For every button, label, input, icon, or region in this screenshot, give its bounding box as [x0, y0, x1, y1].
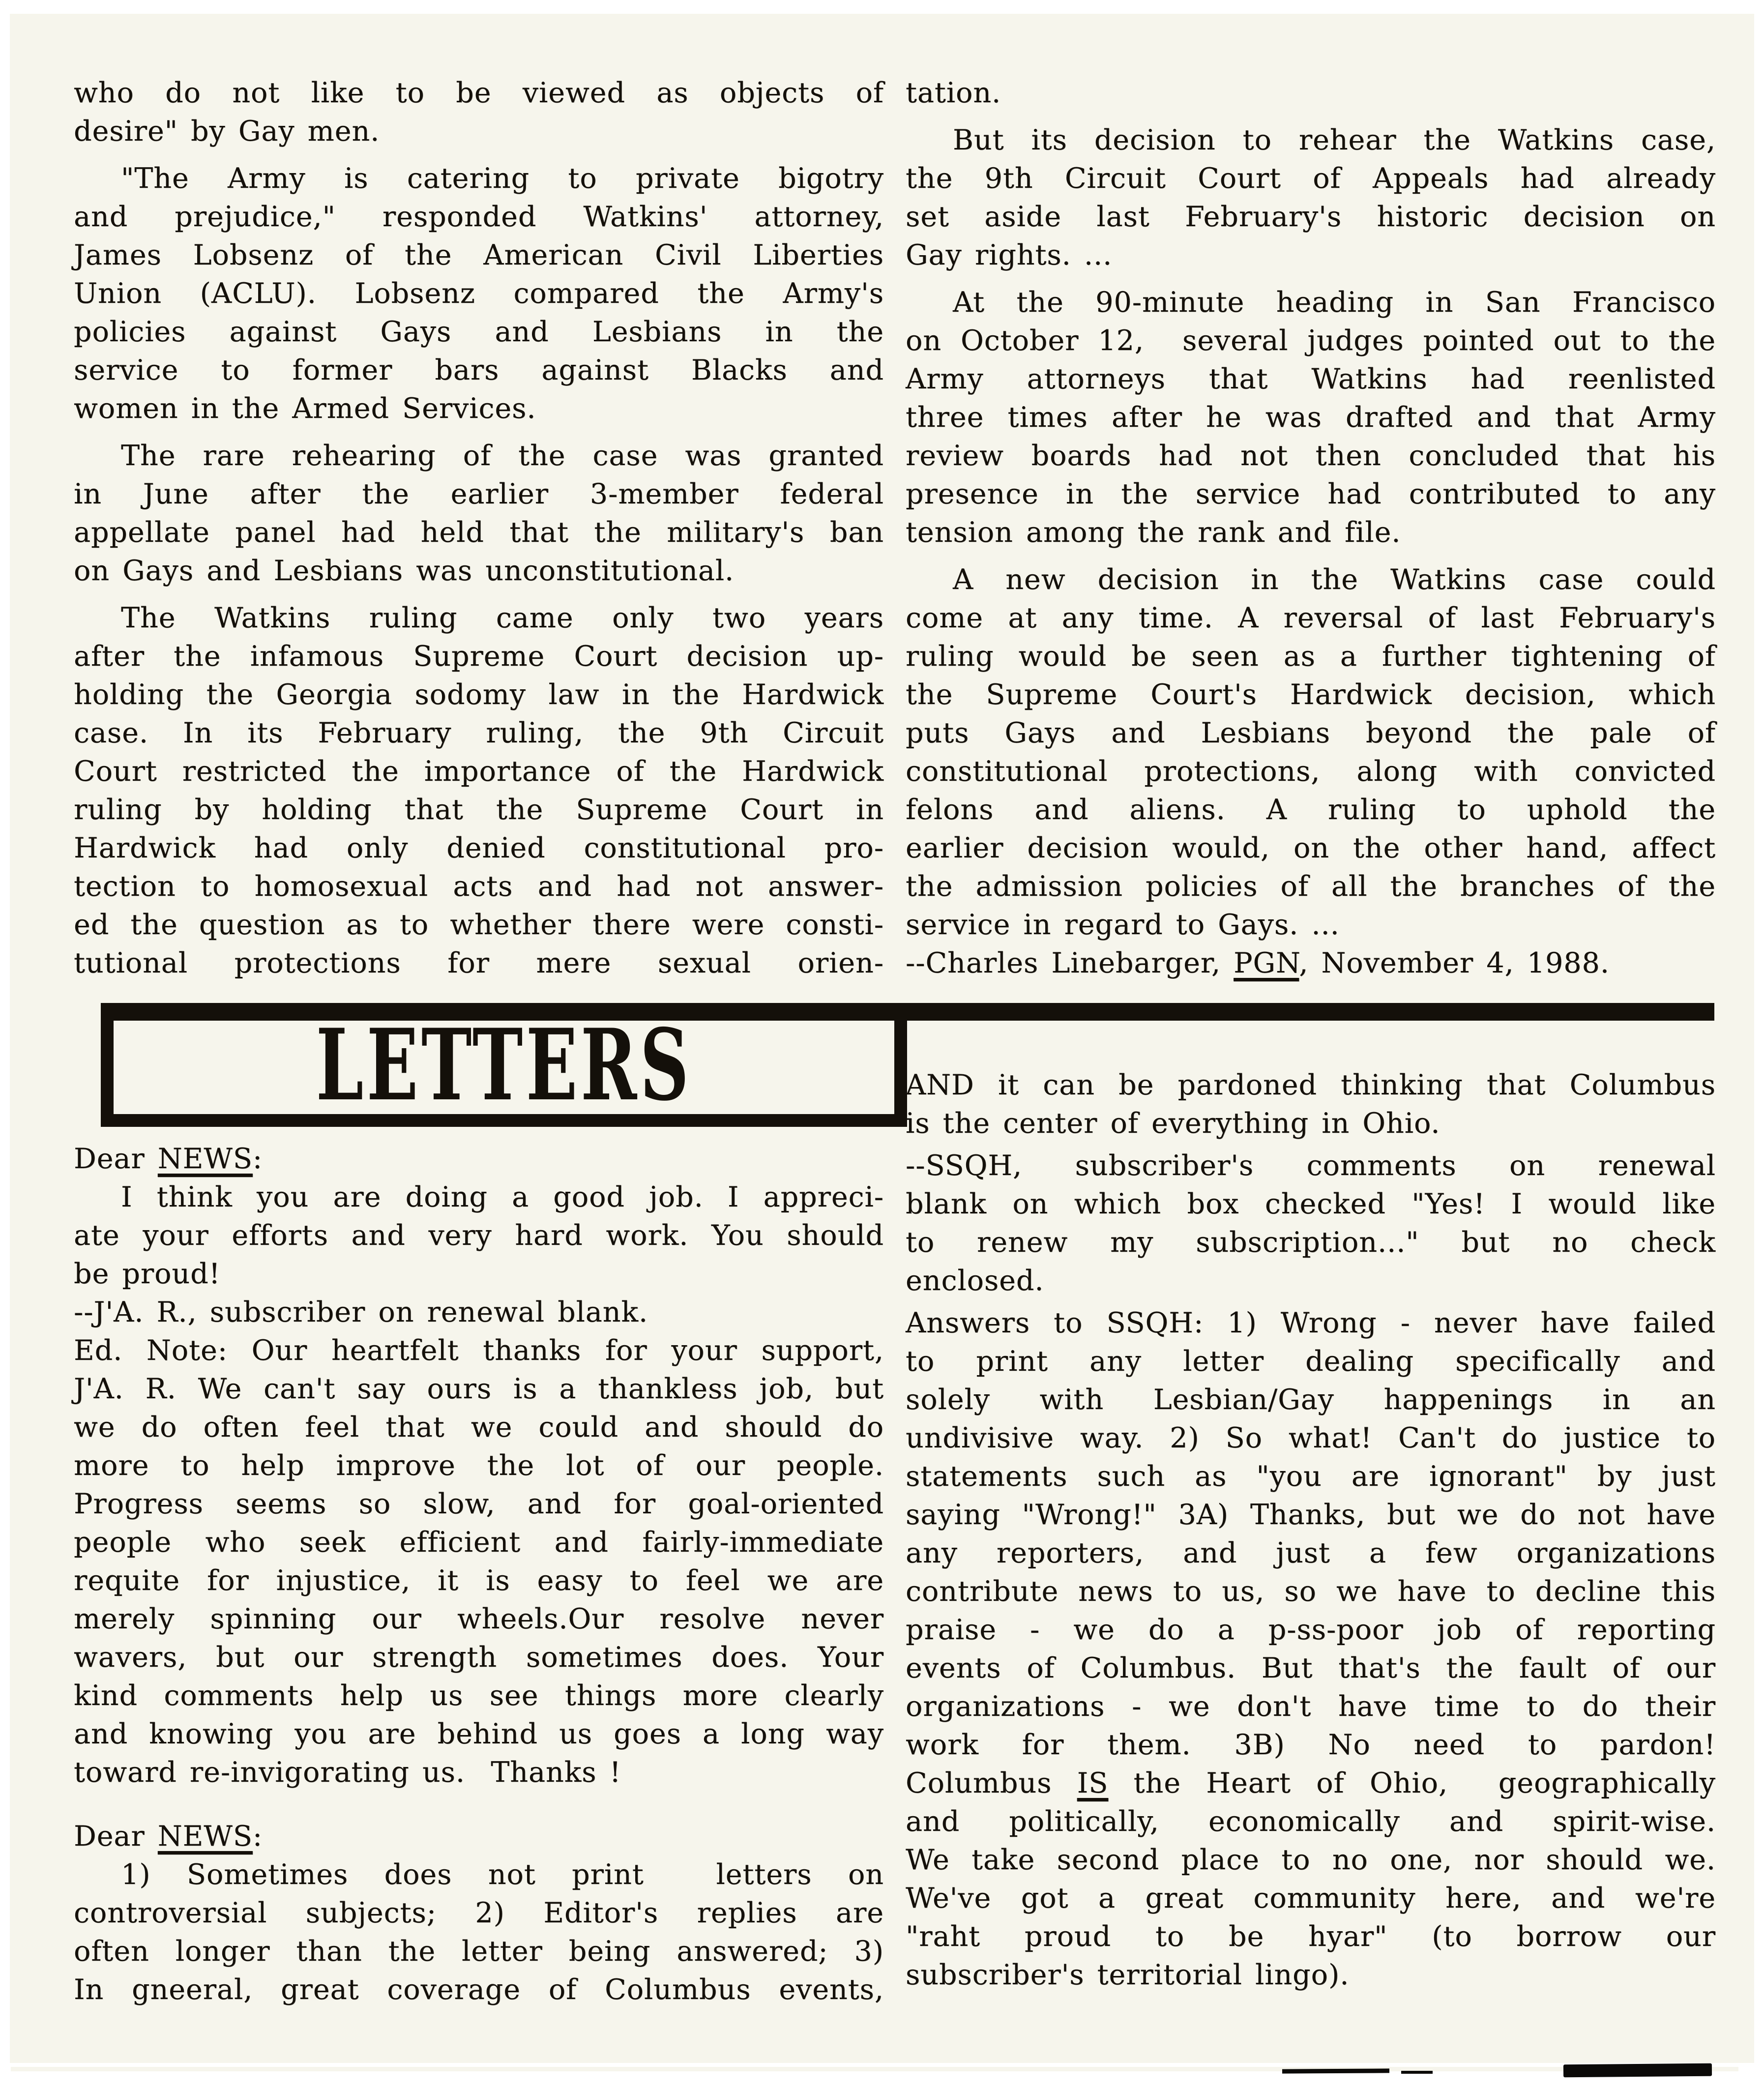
text-line: on October 12, several judges pointed out to the: [906, 324, 1716, 357]
text-line: --SSQH, subscriber's comments on renewal: [906, 1149, 1716, 1182]
text-line: the admission policies of all the branches of the: [906, 870, 1716, 903]
left-column-article-text: [74, 74, 884, 982]
paragraph-block: [906, 560, 1716, 944]
paragraph-block: [74, 1817, 884, 1855]
text-line: tection to homosexual acts and had not answer-: [74, 870, 884, 903]
text-line: contribute news to us, so we have to decline this: [906, 1575, 1716, 1608]
text-line: I think you are doing a good job. I appreci-: [121, 1181, 884, 1213]
text-line: undivisive way. 2) So what! Can't do justice to: [906, 1422, 1716, 1454]
text-line: "The Army is catering to private bigotry: [121, 162, 884, 195]
text-line: controversial subjects; 2) Editor's replies are: [74, 1897, 884, 1929]
right-column-letters-text: [906, 1066, 1716, 1994]
scan-smudge: [1401, 2071, 1433, 2074]
text-line: after the infamous Supreme Court decision up-: [74, 640, 884, 673]
text-line: ed the question as to whether there were consti-: [74, 909, 884, 941]
text-line: who do not like to be viewed as objects of: [74, 77, 884, 109]
text-span: Columbus: [906, 1767, 1077, 1799]
text-line: The Watkins ruling came only two years: [121, 602, 884, 634]
text-span: --Charles Linebarger,: [906, 947, 1234, 979]
scan-smudge: [1282, 2068, 1389, 2073]
text-line: James Lobsenz of the American Civil Liberties: [74, 239, 884, 271]
scan-smudge: [1563, 2063, 1712, 2078]
right-column-article-text: [906, 74, 1716, 982]
text-line: In gneeral, great coverage of Columbus events,: [74, 1973, 884, 2006]
text-line: the Supreme Court's Hardwick decision, which: [906, 678, 1716, 711]
text-line: We've got a great community here, and we're: [906, 1882, 1716, 1914]
text-line: appellate panel had held that the military's ban: [74, 516, 884, 549]
text-line: puts Gays and Lesbians beyond the pale of: [906, 717, 1716, 749]
text-line: J'A. R. We can't say ours is a thankless job, but: [74, 1373, 884, 1405]
text-line: requite for injustice, it is easy to feel we are: [74, 1564, 884, 1597]
text-line: more to help improve the lot of our people.: [74, 1449, 884, 1482]
text-line: presence in the service had contributed to any: [906, 478, 1716, 510]
text-line: holding the Georgia sodomy law in the Hardwick: [74, 678, 884, 711]
text-line: be proud!: [74, 1258, 221, 1290]
text-line: to renew my subscription..." but no check: [906, 1226, 1716, 1259]
text-line: But its decision to rehear the Watkins case,: [953, 124, 1716, 156]
letters-section-header-box: [101, 1003, 907, 1127]
text-line: events of Columbus. But that's the fault of our: [906, 1652, 1716, 1684]
paragraph-block: [74, 1140, 884, 1178]
text-line: service to former bars against Blacks and: [74, 354, 884, 386]
paragraph-block: [74, 599, 884, 982]
text-line: Answers to SSQH: 1) Wrong - never have failed: [906, 1307, 1716, 1339]
paragraph-block: [74, 1855, 884, 2009]
text-line: tation.: [906, 77, 1001, 109]
paragraph-block: [74, 74, 884, 150]
text-span: the Heart of Ohio, geographically: [1108, 1767, 1716, 1799]
text-line: we do often feel that we could and should do: [74, 1411, 884, 1443]
text-line: Progress seems so slow, and for goal-oriented: [74, 1488, 884, 1520]
text-line: Gay rights. ...: [906, 239, 1113, 271]
text-line: policies against Gays and Lesbians in the: [74, 316, 884, 348]
text-line: service in regard to Gays. ...: [906, 909, 1340, 941]
text-line: and knowing you are behind us goes a long way: [74, 1718, 884, 1750]
text-line: ate your efforts and very hard work. You should: [74, 1219, 884, 1252]
text-line: people who seek efficient and fairly-immediate: [74, 1526, 884, 1559]
left-column-letters-text: [74, 1140, 884, 2009]
text-line: tension among the rank and file.: [906, 516, 1401, 549]
underlined-text: NEWS: [157, 1820, 253, 1853]
text-span: :: [252, 1143, 263, 1175]
text-line: case. In its February ruling, the 9th Circuit: [74, 717, 884, 749]
paragraph-block: [906, 74, 1716, 112]
text-line: [906, 1764, 1716, 1802]
paragraph-block: [74, 1331, 884, 1792]
text-line: We take second place to no one, nor should we.: [906, 1844, 1716, 1876]
text-line: Army attorneys that Watkins had reenlisted: [906, 363, 1716, 395]
paragraph-block: [74, 1178, 884, 1293]
text-line: ruling by holding that the Supreme Court in: [74, 794, 884, 826]
text-line: work for them. 3B) No need to pardon!: [906, 1729, 1716, 1761]
text-line: [906, 944, 1716, 982]
text-line: The rare rehearing of the case was granted: [121, 440, 884, 472]
text-line: and politically, economically and spirit-wise.: [906, 1805, 1716, 1838]
text-span: , November 4, 1988.: [1299, 947, 1610, 979]
text-line: three times after he was drafted and that Army: [906, 401, 1716, 434]
text-line: 1) Sometimes does not print letters on: [121, 1858, 884, 1891]
text-line: A new decision in the Watkins case could: [953, 563, 1716, 596]
text-line: At the 90-minute heading in San Francisco: [953, 286, 1716, 319]
text-line: set aside last February's historic decision on: [906, 201, 1716, 233]
text-line: often longer than the letter being answered; 3): [74, 1935, 884, 1968]
text-line: [74, 1140, 884, 1178]
text-line: in June after the earlier 3-member federal: [74, 478, 884, 510]
text-line: Hardwick had only denied constitutional pro-: [74, 832, 884, 864]
paragraph-block: [906, 121, 1716, 274]
scan-edge-strip: [11, 2067, 1738, 2071]
text-line: toward re-invigorating us. Thanks !: [74, 1756, 621, 1789]
text-line: Court restricted the importance of the Hardwick: [74, 755, 884, 788]
text-span: :: [252, 1820, 263, 1853]
paragraph-block: [906, 1066, 1716, 1143]
paragraph-block: [74, 159, 884, 428]
underlined-text: PGN: [1234, 947, 1299, 979]
text-line: merely spinning our wheels.Our resolve never: [74, 1603, 884, 1635]
text-line: subscriber's territorial lingo).: [906, 1959, 1350, 1991]
text-line: desire" by Gay men.: [74, 115, 380, 147]
text-line: the 9th Circuit Court of Appeals had already: [906, 162, 1716, 195]
underlined-text: NEWS: [157, 1143, 253, 1175]
text-line: praise - we do a p-ss-poor job of reporting: [906, 1614, 1716, 1646]
text-line: blank on which box checked "Yes! I would like: [906, 1188, 1716, 1220]
text-line: felons and aliens. A ruling to uphold the: [906, 794, 1716, 826]
text-line: AND it can be pardoned thinking that Columbus: [906, 1069, 1716, 1101]
text-line: women in the Armed Services.: [74, 392, 536, 425]
text-line: statements such as "you are ignorant" by just: [906, 1460, 1716, 1493]
text-line: earlier decision would, on the other hand, affect: [906, 832, 1716, 864]
text-line: come at any time. A reversal of last February's: [906, 602, 1716, 634]
underlined-text: IS: [1077, 1767, 1109, 1799]
text-span: Dear: [74, 1143, 158, 1175]
text-line: kind comments help us see things more clearly: [74, 1679, 884, 1712]
text-line: Union (ACLU). Lobsenz compared the Army's: [74, 277, 884, 310]
text-line: --J'A. R., subscriber on renewal blank.: [74, 1296, 648, 1328]
text-line: wavers, but our strength sometimes does. Your: [74, 1641, 884, 1674]
text-line: is the center of everything in Ohio.: [906, 1107, 1441, 1140]
text-line: to print any letter dealing specifically and: [906, 1345, 1716, 1378]
text-line: constitutional protections, along with convicted: [906, 755, 1716, 788]
text-line: Ed. Note: Our heartfelt thanks for your support,: [74, 1334, 884, 1367]
text-line: organizations - we don't have time to do their: [906, 1690, 1716, 1723]
paragraph-block: [74, 437, 884, 590]
text-line: enclosed.: [906, 1265, 1044, 1297]
text-line: review boards had not then concluded that his: [906, 440, 1716, 472]
text-span: Dear: [74, 1820, 158, 1853]
paragraph-block: [906, 283, 1716, 552]
paragraph-block: [906, 1147, 1716, 1300]
text-line: "raht proud to be hyar" (to borrow our: [906, 1920, 1716, 1953]
text-line: and prejudice," responded Watkins' attorney,: [74, 201, 884, 233]
paragraph-block: [906, 944, 1716, 982]
text-line: solely with Lesbian/Gay happenings in an: [906, 1383, 1716, 1416]
text-line: saying "Wrong!" 3A) Thanks, but we do not have: [906, 1499, 1716, 1531]
paragraph-block: [906, 1304, 1716, 1994]
text-line: on Gays and Lesbians was unconstitutional.: [74, 555, 735, 587]
paragraph-block: [74, 1293, 884, 1331]
text-line: any reporters, and just a few organizations: [906, 1537, 1716, 1569]
text-line: [74, 1817, 884, 1855]
text-line: tutional protections for mere sexual orien-: [74, 947, 884, 979]
text-line: ruling would be seen as a further tightening of: [906, 640, 1716, 673]
letters-section-title: LETTERS: [316, 1007, 692, 1123]
